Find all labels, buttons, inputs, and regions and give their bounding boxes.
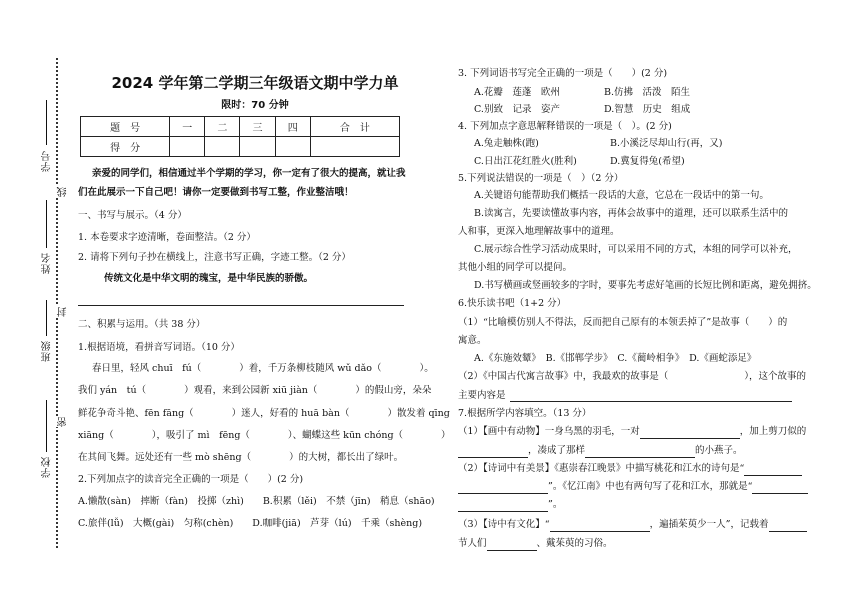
score-header-row bbox=[81, 117, 400, 137]
label-mi: 密 bbox=[58, 416, 69, 427]
q3: 3. 下列词语书写完全正确的一项是（ ）(2 分) bbox=[458, 68, 668, 79]
q7-part1-text-c: ，凑成了那样 bbox=[528, 445, 586, 456]
q6-part2-line1: （2）《中国古代寓言故事》中，我最欢的故事是（ ），这个故事的 bbox=[458, 371, 807, 382]
q7-part3-text-d: 、戴茱萸的习俗。 bbox=[536, 538, 613, 549]
section1-heading: 一、书写与展示。（4 分） bbox=[78, 210, 187, 221]
q7-part2-text-a: （2）【诗词中有美景】《惠崇春江晚景》中描写桃花和江水的诗句是“ bbox=[458, 463, 745, 474]
q7-part1-text-d: 的小燕子。 bbox=[695, 445, 743, 456]
label-xingming: 姓名 bbox=[42, 252, 53, 274]
q7-part3-text-a: （3）【诗中有文化】“ bbox=[458, 519, 550, 530]
pinyin-para-3: 鲜花争奇斗艳、fēn fāng（ ）迷人，好看的 huā bàn（ ）散发着 qīng bbox=[78, 408, 450, 419]
q7-part2-text-b: ”。《忆江南》中也有两句写了花和江水，那就是“ bbox=[548, 481, 753, 492]
score-cell: 题 号 bbox=[81, 117, 170, 137]
q6-part1-line1: （1）“比喻模仿别人不得法，反而把自己原有的本领丢掉了”是故事（ ）的 bbox=[458, 317, 788, 328]
q5-option-c-line1: C.展示综合性学习活动成果时，可以采用不同的方式，本组的同学可以补充， bbox=[474, 244, 798, 255]
pinyin-para-5: 在其间飞舞。远处还有一些 mò shēng（ ）的大树，都长出了绿叶。 bbox=[78, 452, 404, 463]
q6: 6.快乐读书吧（1+2 分） bbox=[458, 298, 567, 309]
q6-answer-line[interactable] bbox=[510, 401, 792, 402]
score-cell: 合 计 bbox=[310, 117, 399, 137]
q7-part3-text-b: ，遍插茱萸少一人”，记载着 bbox=[649, 519, 769, 530]
q4-option-c: C.日出江花红胜火(胜利) bbox=[474, 156, 577, 167]
score-cell[interactable] bbox=[170, 137, 205, 157]
q5-option-d: D.书写横画或竖画较多的字时，要事先考虑好笔画的长短比例和距离，避免拥挤。 bbox=[474, 280, 817, 291]
q7-part2-line1 bbox=[458, 462, 802, 476]
q7-part1-text-a: （1）【画中有动物】一身乌黑的羽毛，一对 bbox=[458, 426, 640, 437]
score-cell[interactable] bbox=[205, 137, 240, 157]
s2-q2: 2.下列加点字的读音完全正确的一项是（ ）(2 分) bbox=[78, 474, 304, 485]
q4-option-a: A.兔走触株(跑) bbox=[474, 138, 539, 149]
pinyin-para-2: 我们 yán tú（ ）观看，来到公园新 xiū jiàn（ ）的假山旁，朵朵 bbox=[78, 385, 432, 396]
q7-part2-line2 bbox=[458, 480, 808, 494]
label-xian: 线 bbox=[58, 186, 69, 197]
blank[interactable] bbox=[487, 537, 537, 551]
label-banji: 班级 bbox=[42, 340, 53, 362]
q7: 7.根据所学内容填空。（13 分） bbox=[458, 408, 592, 419]
q5-option-b-line1: B.读寓言，先要读懂故事内容，再体会故事中的道理，还可以联系生活中的 bbox=[474, 208, 789, 219]
q2-options-ab: A.懒散(sàn) 摔断（fàn) 投掷（zhì) B.积累（lěi) 不禁（jīn) 稍息（shāo) bbox=[78, 496, 435, 507]
section2-heading: 二、积累与运用。（共 38 分） bbox=[78, 319, 206, 330]
score-table bbox=[80, 116, 400, 157]
intro-line-2: 们在此展示一下自己吧！请你一定要做到书写工整，作业整洁哦！ bbox=[78, 187, 354, 198]
q3-option-d: D.智慧 历史 组成 bbox=[604, 104, 691, 115]
score-cell: 二 bbox=[205, 117, 240, 137]
q7-part2-text-c: ”。 bbox=[548, 499, 563, 510]
blank[interactable] bbox=[458, 444, 528, 458]
xingming-line bbox=[46, 200, 50, 248]
q7-part3-text-c: 节人们 bbox=[458, 538, 487, 549]
score-cell: 一 bbox=[170, 117, 205, 137]
blank[interactable] bbox=[458, 498, 548, 512]
q6-options: A.《东施效颦》 B.《邯郸学步》 C.《蔺岭相争》 D.《画蛇添足》 bbox=[474, 353, 757, 364]
time-limit: 限时：70 分钟 bbox=[221, 100, 289, 111]
q5-option-c-line2: 其他小组的同学可以提问。 bbox=[458, 262, 573, 273]
score-cell: 得 分 bbox=[81, 137, 170, 157]
q7-part1-text-b: ，加上剪刀似的 bbox=[739, 426, 807, 437]
pinyin-para-1: 春日里，轻风 chuī fú（ ）着，千万条柳枝随风 wǔ dǎo（ ）。 bbox=[92, 363, 434, 374]
copy-sentence: 传统文化是中华文明的瑰宝，是中华民族的骄傲。 bbox=[104, 273, 314, 284]
binding-dotted-line bbox=[56, 58, 58, 548]
q5: 5.下列说法错误的一项是（ ）（2 分） bbox=[458, 173, 624, 184]
q3-option-b: B.仿拂 活泼 陌生 bbox=[604, 87, 691, 98]
blank[interactable] bbox=[640, 425, 740, 439]
q3-option-a: A.花瓣 莲蓬 欧州 bbox=[474, 87, 560, 98]
q7-part1-line1 bbox=[458, 425, 806, 439]
blank[interactable] bbox=[458, 480, 548, 494]
q6-part1-line2: 寓意。 bbox=[458, 335, 487, 346]
s1-q2: 2. 请将下列句子抄在横线上，注意书写正确，字迹工整。（2 分） bbox=[78, 252, 351, 263]
s2-q1: 1.根据语境，看拼音写词语。（10 分） bbox=[78, 342, 240, 353]
copy-answer-line[interactable] bbox=[78, 305, 404, 306]
score-cell[interactable] bbox=[240, 137, 275, 157]
q4: 4. 下列加点字意思解释错误的一项是（ ）。(2 分) bbox=[458, 121, 672, 132]
s1-q1: 1. 本卷要求字迹清晰，卷面整洁。（2 分） bbox=[78, 232, 256, 243]
blank[interactable] bbox=[752, 480, 808, 494]
blank[interactable] bbox=[744, 462, 802, 476]
intro-line-1: 亲爱的同学们，相信通过半个学期的学习，你一定有了很大的提高，就让我 bbox=[92, 168, 406, 179]
xuehao-line bbox=[46, 100, 50, 145]
banji-line bbox=[46, 300, 50, 336]
blank[interactable] bbox=[550, 518, 650, 532]
binding-margin bbox=[0, 0, 70, 608]
q4-option-b: B.小溪泛尽却山行(再，又) bbox=[610, 138, 723, 149]
xuexiao-line bbox=[46, 400, 50, 452]
label-xuehao: 学号 bbox=[42, 150, 53, 172]
score-cell[interactable] bbox=[275, 137, 310, 157]
blank[interactable] bbox=[769, 518, 807, 532]
score-cell: 三 bbox=[240, 117, 275, 137]
score-cell: 四 bbox=[275, 117, 310, 137]
q7-part2-line3 bbox=[458, 498, 562, 512]
blank[interactable] bbox=[585, 444, 695, 458]
score-cell[interactable] bbox=[310, 137, 399, 157]
q2-options-cd: C.旅伴(lǚ) 大概(gài) 匀称(chèn) D.咖啡(jiā) 芦芽（lú) 千乘（shèng) bbox=[78, 518, 423, 529]
score-value-row bbox=[81, 137, 400, 157]
q6-part2-line2: 主要内容是 bbox=[458, 390, 506, 401]
q5-option-a: A.关键语句能帮助我们概括一段话的大意，它总在一段话中的第一句。 bbox=[474, 190, 769, 201]
exam-title: 2024 学年第二学期三年级语文期中学力单 bbox=[111, 74, 399, 92]
q7-part1-line2 bbox=[458, 444, 743, 458]
q7-part3-line1 bbox=[458, 518, 807, 532]
q5-option-b-line2: 人和事，更深入地理解故事中的道理。 bbox=[458, 226, 620, 237]
q7-part3-line2 bbox=[458, 537, 613, 551]
q3-option-c: C.别致 记录 姿产 bbox=[474, 104, 560, 115]
label-feng: 封 bbox=[58, 306, 69, 317]
pinyin-para-4: xiāng（ ），吸引了 mì fēng（ ）、蝴蝶这些 kūn chóng（ ） bbox=[78, 430, 451, 441]
label-xuexiao: 学校 bbox=[42, 456, 53, 478]
q4-option-d: D.冀复得兔(希望) bbox=[610, 156, 685, 167]
